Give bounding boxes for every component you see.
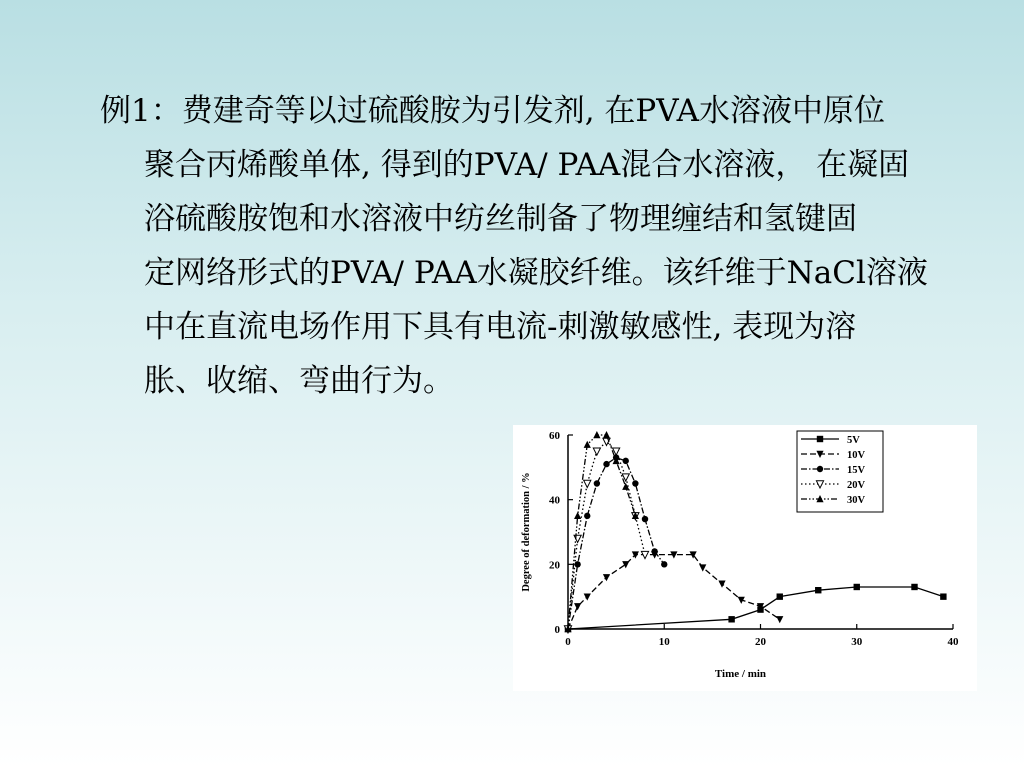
data-point <box>911 584 917 590</box>
series-line <box>568 458 664 629</box>
data-point <box>776 616 783 623</box>
data-point <box>632 480 638 486</box>
data-point <box>584 593 591 600</box>
series-line <box>568 587 943 629</box>
data-point <box>777 593 783 599</box>
data-point <box>603 431 610 438</box>
paragraph-line: 例1：费建奇等以过硫酸胺为引发剂, 在PVA水溶液中原位 <box>100 93 885 129</box>
data-point <box>622 561 629 568</box>
legend <box>797 431 883 512</box>
data-point <box>574 512 581 519</box>
data-point <box>718 581 725 588</box>
chart-svg <box>513 425 977 691</box>
y-tick-label: 40 <box>549 494 560 507</box>
data-point <box>815 587 821 593</box>
y-tick-label: 20 <box>549 559 560 572</box>
data-point <box>584 480 591 487</box>
y-axis-label: Degree of deformation / % <box>521 472 532 592</box>
data-point <box>594 480 600 486</box>
paragraph-line: 中在直流电场作用下具有电流-刺激敏感性, 表现为溶 <box>144 309 857 345</box>
data-point <box>642 516 648 522</box>
x-tick-label: 10 <box>658 636 670 648</box>
legend-label: 10V <box>847 450 866 461</box>
data-point <box>728 616 734 622</box>
data-point <box>584 513 590 519</box>
plot-area <box>564 431 946 633</box>
legend-label: 5V <box>847 435 860 446</box>
data-point <box>817 436 823 442</box>
paragraph-line: 浴硫酸胺饱和水溶液中纺丝制备了物理缠结和氢键固 <box>144 201 857 237</box>
legend-label: 30V <box>847 495 866 506</box>
legend-label: 15V <box>847 465 866 476</box>
x-tick-label: 40 <box>947 636 959 648</box>
slide-paragraph <box>100 84 970 408</box>
legend-label: 20V <box>847 480 866 491</box>
data-point <box>593 431 600 438</box>
y-tick-label: 0 <box>554 624 560 636</box>
deformation-chart <box>513 425 977 691</box>
x-tick-label: 0 <box>565 636 571 648</box>
x-tick-label: 20 <box>755 636 766 648</box>
series-5v <box>565 584 947 632</box>
axes <box>521 430 959 680</box>
series-10v <box>564 551 783 633</box>
data-point <box>651 548 657 554</box>
legend-box <box>797 431 883 512</box>
y-tick-label: 60 <box>549 430 560 442</box>
data-point <box>603 574 610 581</box>
data-point <box>603 461 609 467</box>
x-axis-label: Time / min <box>714 668 767 680</box>
data-point <box>817 466 823 472</box>
data-point <box>854 584 860 590</box>
data-point <box>574 603 581 610</box>
paragraph-line: 聚合丙烯酸单体, 得到的PVA/ PAA混合水溶液， 在凝固 <box>144 147 910 183</box>
paragraph-line: 胀、收缩、弯曲行为。 <box>144 363 454 399</box>
data-point <box>661 561 667 567</box>
x-tick-label: 30 <box>851 636 863 648</box>
data-point <box>940 593 946 599</box>
data-point <box>623 458 629 464</box>
data-point <box>593 448 600 455</box>
series-line <box>568 555 780 629</box>
series-15v <box>565 454 668 632</box>
paragraph-line: 定网络形式的PVA/ PAA水凝胶纤维。该纤维于NaCl溶液 <box>144 255 928 291</box>
